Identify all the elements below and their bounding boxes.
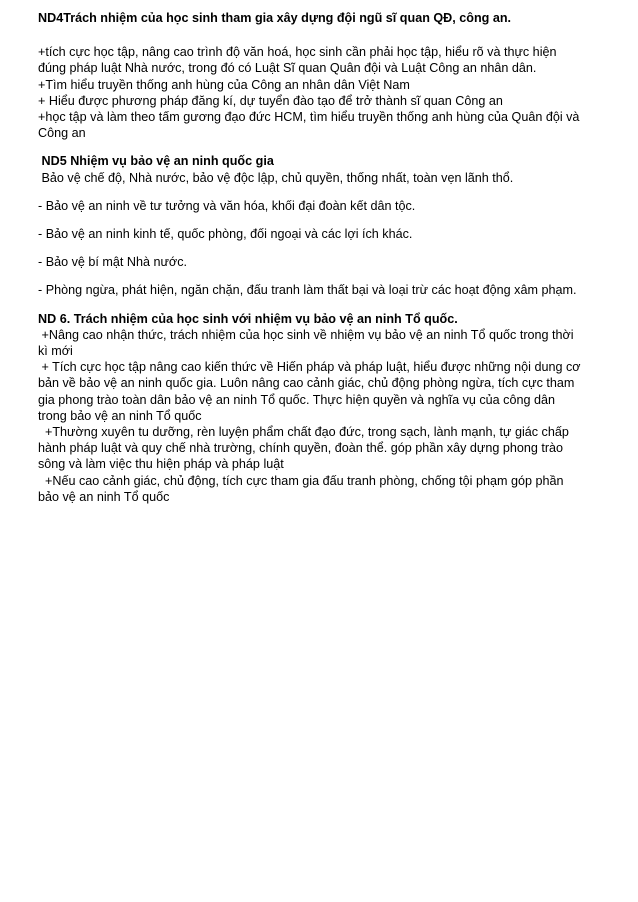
paragraph-line: +Nếu cao cảnh giác, chủ động, tích cực tham gia đấu tranh phòng, chống tội phạm góp phần [38,473,564,488]
paragraph-line: kì mới [38,344,73,359]
paragraph-line: +Nâng cao nhận thức, trách nhiệm của học sinh về nhiệm vụ bảo vệ an ninh Tổ quốc trong thời [38,327,574,342]
paragraph-line: +Thường xuyên tu dưỡng, rèn luyện phẩm chất đạo đức, trong sạch, lành mạnh, tự giác chấp [38,425,569,440]
paragraph-line: gia phong trào toàn dân bảo vệ an ninh Tổ quốc. Thực hiện quyền và nghĩa vụ của công dân [38,392,556,407]
list-item: - Bảo vệ bí mật Nhà nước. [38,255,187,270]
section-heading: ND4Trách nhiệm của học sinh tham gia xây dựng đội ngũ sĩ quan QĐ, công an. [38,11,512,25]
section-nd5 [38,153,598,298]
paragraph-line: trong bảo vệ an ninh Tổ quốc [38,408,202,423]
list-item: - Bảo vệ an ninh về tư tưởng và văn hóa, khối đại đoàn kết dân tộc. [38,198,416,213]
paragraph-line: +học tập và làm theo tấm gương đạo đức HCM, tìm hiểu truyền thống anh hùng của Quân đội và [38,110,580,125]
section-heading: ND 6. Trách nhiệm của học sinh với nhiệm vụ bảo vệ an ninh Tổ quốc. [38,311,458,326]
document-page [38,10,598,505]
section-intro: Bảo vệ chế độ, Nhà nước, bảo vệ độc lập, chủ quyền, thống nhất, toàn vẹn lãnh thổ. [38,170,514,185]
paragraph-line: + Hiểu được phương pháp đăng kí, dự tuyển đào tạo để trở thành sĩ quan Công an [38,93,503,108]
section-nd4 [38,10,598,141]
section-body [38,44,598,141]
paragraph-line: bảo vệ an ninh Tổ quốc [38,489,170,504]
section-heading: ND5 Nhiệm vụ bảo vệ an ninh quốc gia [38,154,274,169]
paragraph-line: bản về bảo vệ an ninh quốc gia. Luôn nâng cao cảnh giác, chủ động phòng ngừa, tích cực tham [38,376,575,391]
section-nd6 [38,311,598,505]
paragraph-line: +Tìm hiểu truyền thống anh hùng của Công an nhân dân Việt Nam [38,77,410,92]
paragraph-line: sông và làm việc thu hiện pháp và pháp luật [38,457,284,472]
list-item: - Bảo vệ an ninh kinh tế, quốc phòng, đối ngoại và các lợi ích khác. [38,227,413,242]
paragraph-line: đúng pháp luật Nhà nước, trong đó có Luật Sĩ quan Quân đội và Luật Công an nhân dân. [38,61,537,76]
paragraph-line: Công an [38,126,86,141]
list-item: - Phòng ngừa, phát hiện, ngăn chặn, đấu tranh làm thất bại và loại trừ các hoạt động xâm phạm. [38,283,577,298]
paragraph-line: +tích cực học tập, nâng cao trình độ văn hoá, học sinh cần phải học tập, hiểu rõ và thực hiện [38,45,557,60]
paragraph-line: + Tích cực học tập nâng cao kiến thức về Hiến pháp và pháp luật, hiểu được những nội dung cơ [38,360,581,375]
paragraph-line: hành pháp luật và quy chế nhà trường, chính quyền, đoàn thể. góp phần xây dựng phong trào [38,441,564,456]
